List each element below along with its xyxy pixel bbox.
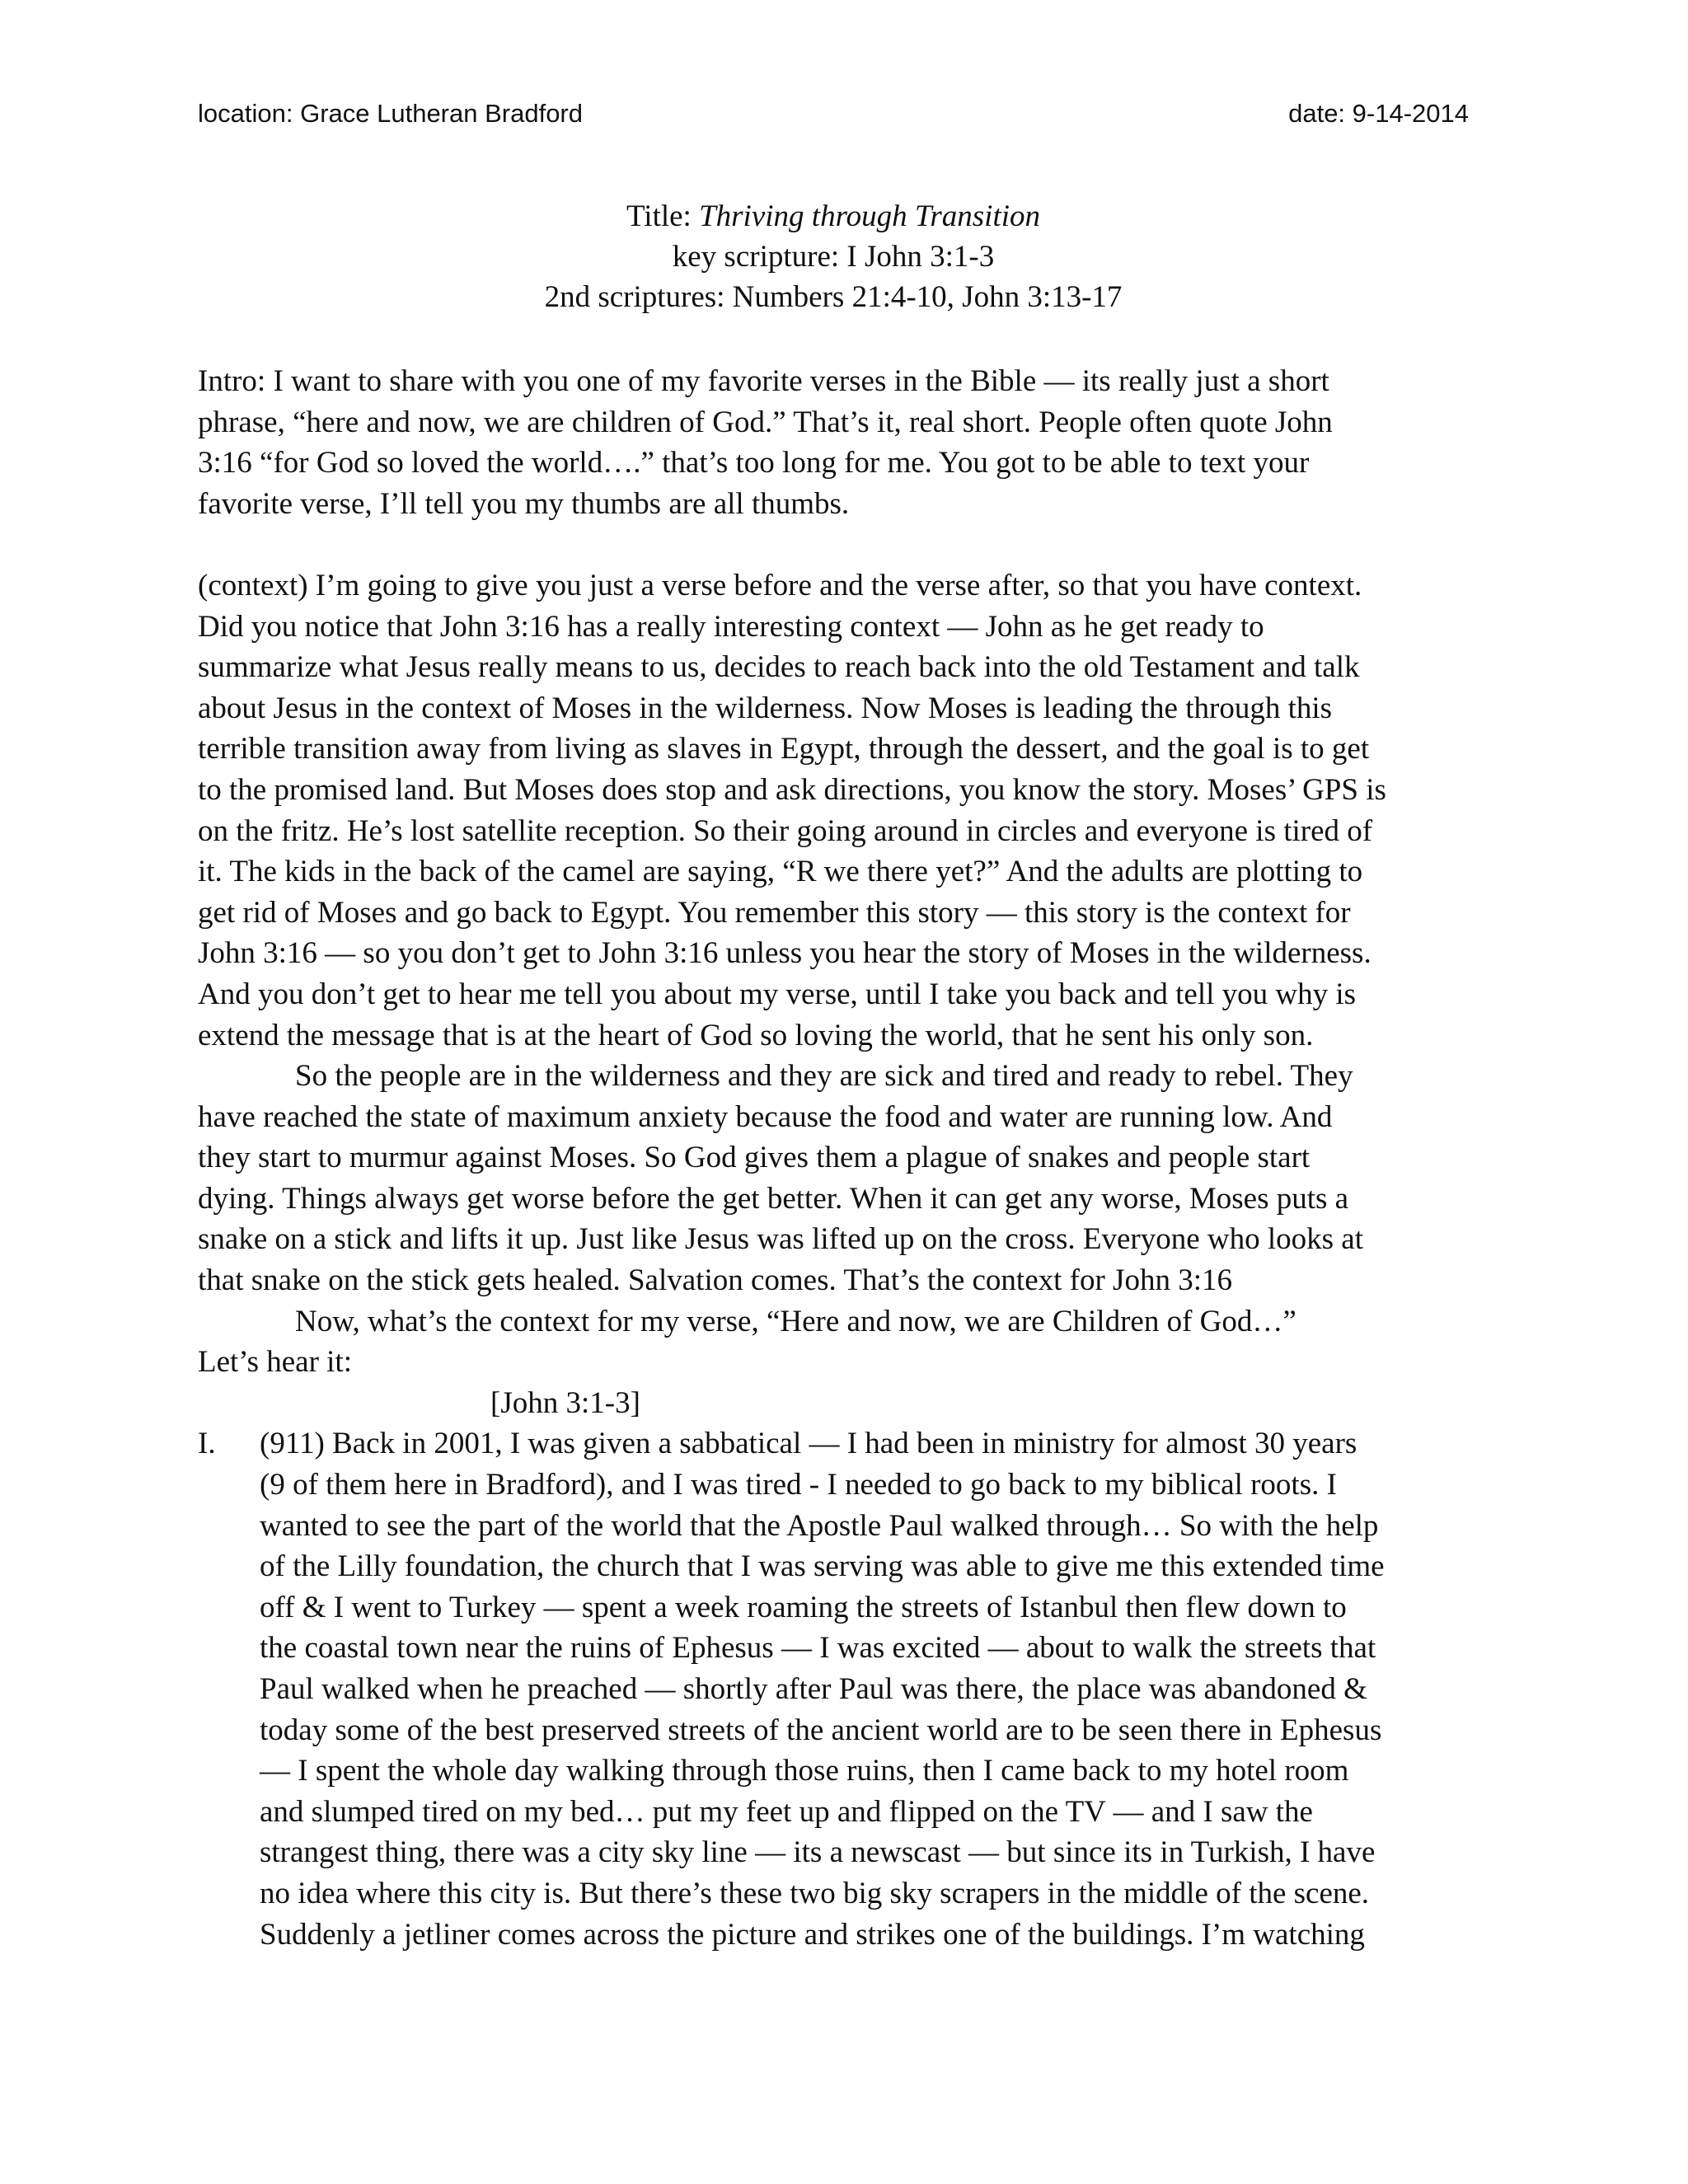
context-paragraph <box>198 565 1492 1056</box>
text-line: strangest thing, there was a city sky line — its a newscast — but since its in Turkish, I have <box>260 1835 1376 1870</box>
second-scriptures: 2nd scriptures: Numbers 21:4-10, John 3:13-17 <box>544 280 1123 314</box>
text-line: (911) Back in 2001, I was given a sabbatical — I had been in ministry for almost 30 years <box>260 1427 1357 1461</box>
text-line: (9 of them here in Bradford), and I was tired - I needed to go back to my biblical roots. I <box>260 1468 1337 1502</box>
text-line: it. The kids in the back of the camel are saying, “R we there yet?” And the adults are plotting to <box>198 855 1363 889</box>
text-line: Now, what’s the context for my verse, “Here and now, we are Children of God…” <box>295 1304 1296 1338</box>
text-line: have reached the state of maximum anxiety because the food and water are running low. And <box>198 1099 1333 1134</box>
text-line: Did you notice that John 3:16 has a really interesting context — John as he get ready to <box>198 609 1264 644</box>
text-line: summarize what Jesus really means to us, decides to reach back into the old Testament and talk <box>198 650 1360 685</box>
people-paragraph <box>198 1056 1492 1301</box>
text-line: and slumped tired on my bed… put my feet up and flipped on the TV — and I saw the <box>260 1794 1313 1829</box>
text-line: wanted to see the part of the world that the Apostle Paul walked through… So with the help <box>260 1508 1379 1543</box>
title-prefix: Title: <box>626 199 700 233</box>
section-one <box>198 1423 1492 1955</box>
text-line: — I spent the whole day walking through those ruins, then I came back to my hotel room <box>260 1754 1349 1788</box>
text-line: phrase, “here and now, we are children of God.” That’s it, real short. People often quote John <box>198 405 1333 439</box>
text-line: of the Lilly foundation, the church that I was serving was able to give me this extended time <box>260 1549 1385 1584</box>
text-line: the coastal town near the ruins of Ephesus — I was excited — about to walk the streets that <box>260 1631 1376 1666</box>
text-line: on the fritz. He’s lost satellite reception. So their going around in circles and everyone is tired of <box>198 813 1373 848</box>
text-line: no idea where this city is. But there’s these two big sky scrapers in the middle of the scene. <box>260 1876 1370 1910</box>
paragraph-gap <box>198 524 1492 565</box>
text-line: extend the message that is at the heart of God so loving the world, that he sent his only son. <box>198 1018 1314 1052</box>
text-line: today some of the best preserved streets of the ancient world are to be seen there in Ephesus <box>260 1713 1382 1747</box>
text-line: they start to murmur against Moses. So God gives them a plague of snakes and people start <box>198 1141 1311 1175</box>
text-line: about Jesus in the context of Moses in the wilderness. Now Moses is leading the through this <box>198 691 1333 725</box>
text-line: 3:16 “for God so loved the world….” that’s too long for me. You got to be able to text your <box>198 446 1310 480</box>
intro-paragraph <box>198 361 1492 524</box>
text-line: get rid of Moses and go back to Egypt. You remember this story — this story is the context for <box>198 895 1351 930</box>
text-line: snake on a stick and lifts it up. Just like Jesus was lifted up on the cross. Everyone who looks at <box>198 1222 1364 1257</box>
text-line: And you don’t get to hear me tell you about my verse, until I take you back and tell you why is <box>198 977 1357 1011</box>
key-scripture: key scripture: I John 3:1-3 <box>672 240 995 274</box>
title-text: Thriving through Transition <box>699 199 1041 233</box>
text-line: Paul walked when he preached — shortly after Paul was there, the place was abandoned & <box>260 1672 1367 1706</box>
sermon-body <box>198 361 1492 1955</box>
text-line: Intro: I want to share with you one of my favorite verses in the Bible — its really just a short <box>198 364 1329 398</box>
text-line: John 3:16 — so you don’t get to John 3:16 unless you hear the story of Moses in the wilderness. <box>198 936 1372 971</box>
location-label: location: Grace Lutheran Bradford <box>198 99 583 128</box>
text-line: Suddenly a jetliner comes across the picture and strikes one of the buildings. I’m watching <box>260 1917 1365 1952</box>
date-label: date: 9-14-2014 <box>1288 99 1469 128</box>
section-one-text <box>198 1423 1492 1955</box>
text-line: terrible transition away from living as slaves in Egypt, through the dessert, and the goal is to get <box>198 732 1370 766</box>
text-line: to the promised land. But Moses does stop and ask directions, you know the story. Moses’ GPS is <box>198 772 1386 807</box>
text-line: (context) I’m going to give you just a verse before and the verse after, so that you have context. <box>198 568 1362 602</box>
page-header <box>198 97 1469 130</box>
sermon-title <box>198 196 1469 237</box>
text-line: favorite verse, I’ll tell you my thumbs are all thumbs. <box>198 486 850 521</box>
text-line: Let’s hear it: <box>198 1345 352 1380</box>
text-line: off & I went to Turkey — spent a week roaming the streets of Istanbul then flew down to <box>260 1590 1347 1624</box>
text-line: that snake on the stick gets healed. Salvation comes. That’s the context for John 3:16 <box>198 1263 1232 1298</box>
sermon-title-block <box>198 196 1469 317</box>
now-paragraph <box>198 1301 1492 1383</box>
section-numeral: I. <box>198 1427 216 1461</box>
text-line: So the people are in the wilderness and they are sick and tired and ready to rebel. They <box>295 1059 1353 1094</box>
scripture-reference: [John 3:1-3] <box>490 1385 640 1420</box>
text-line: dying. Things always get worse before the get better. When it can get any worse, Moses puts a <box>198 1181 1349 1216</box>
